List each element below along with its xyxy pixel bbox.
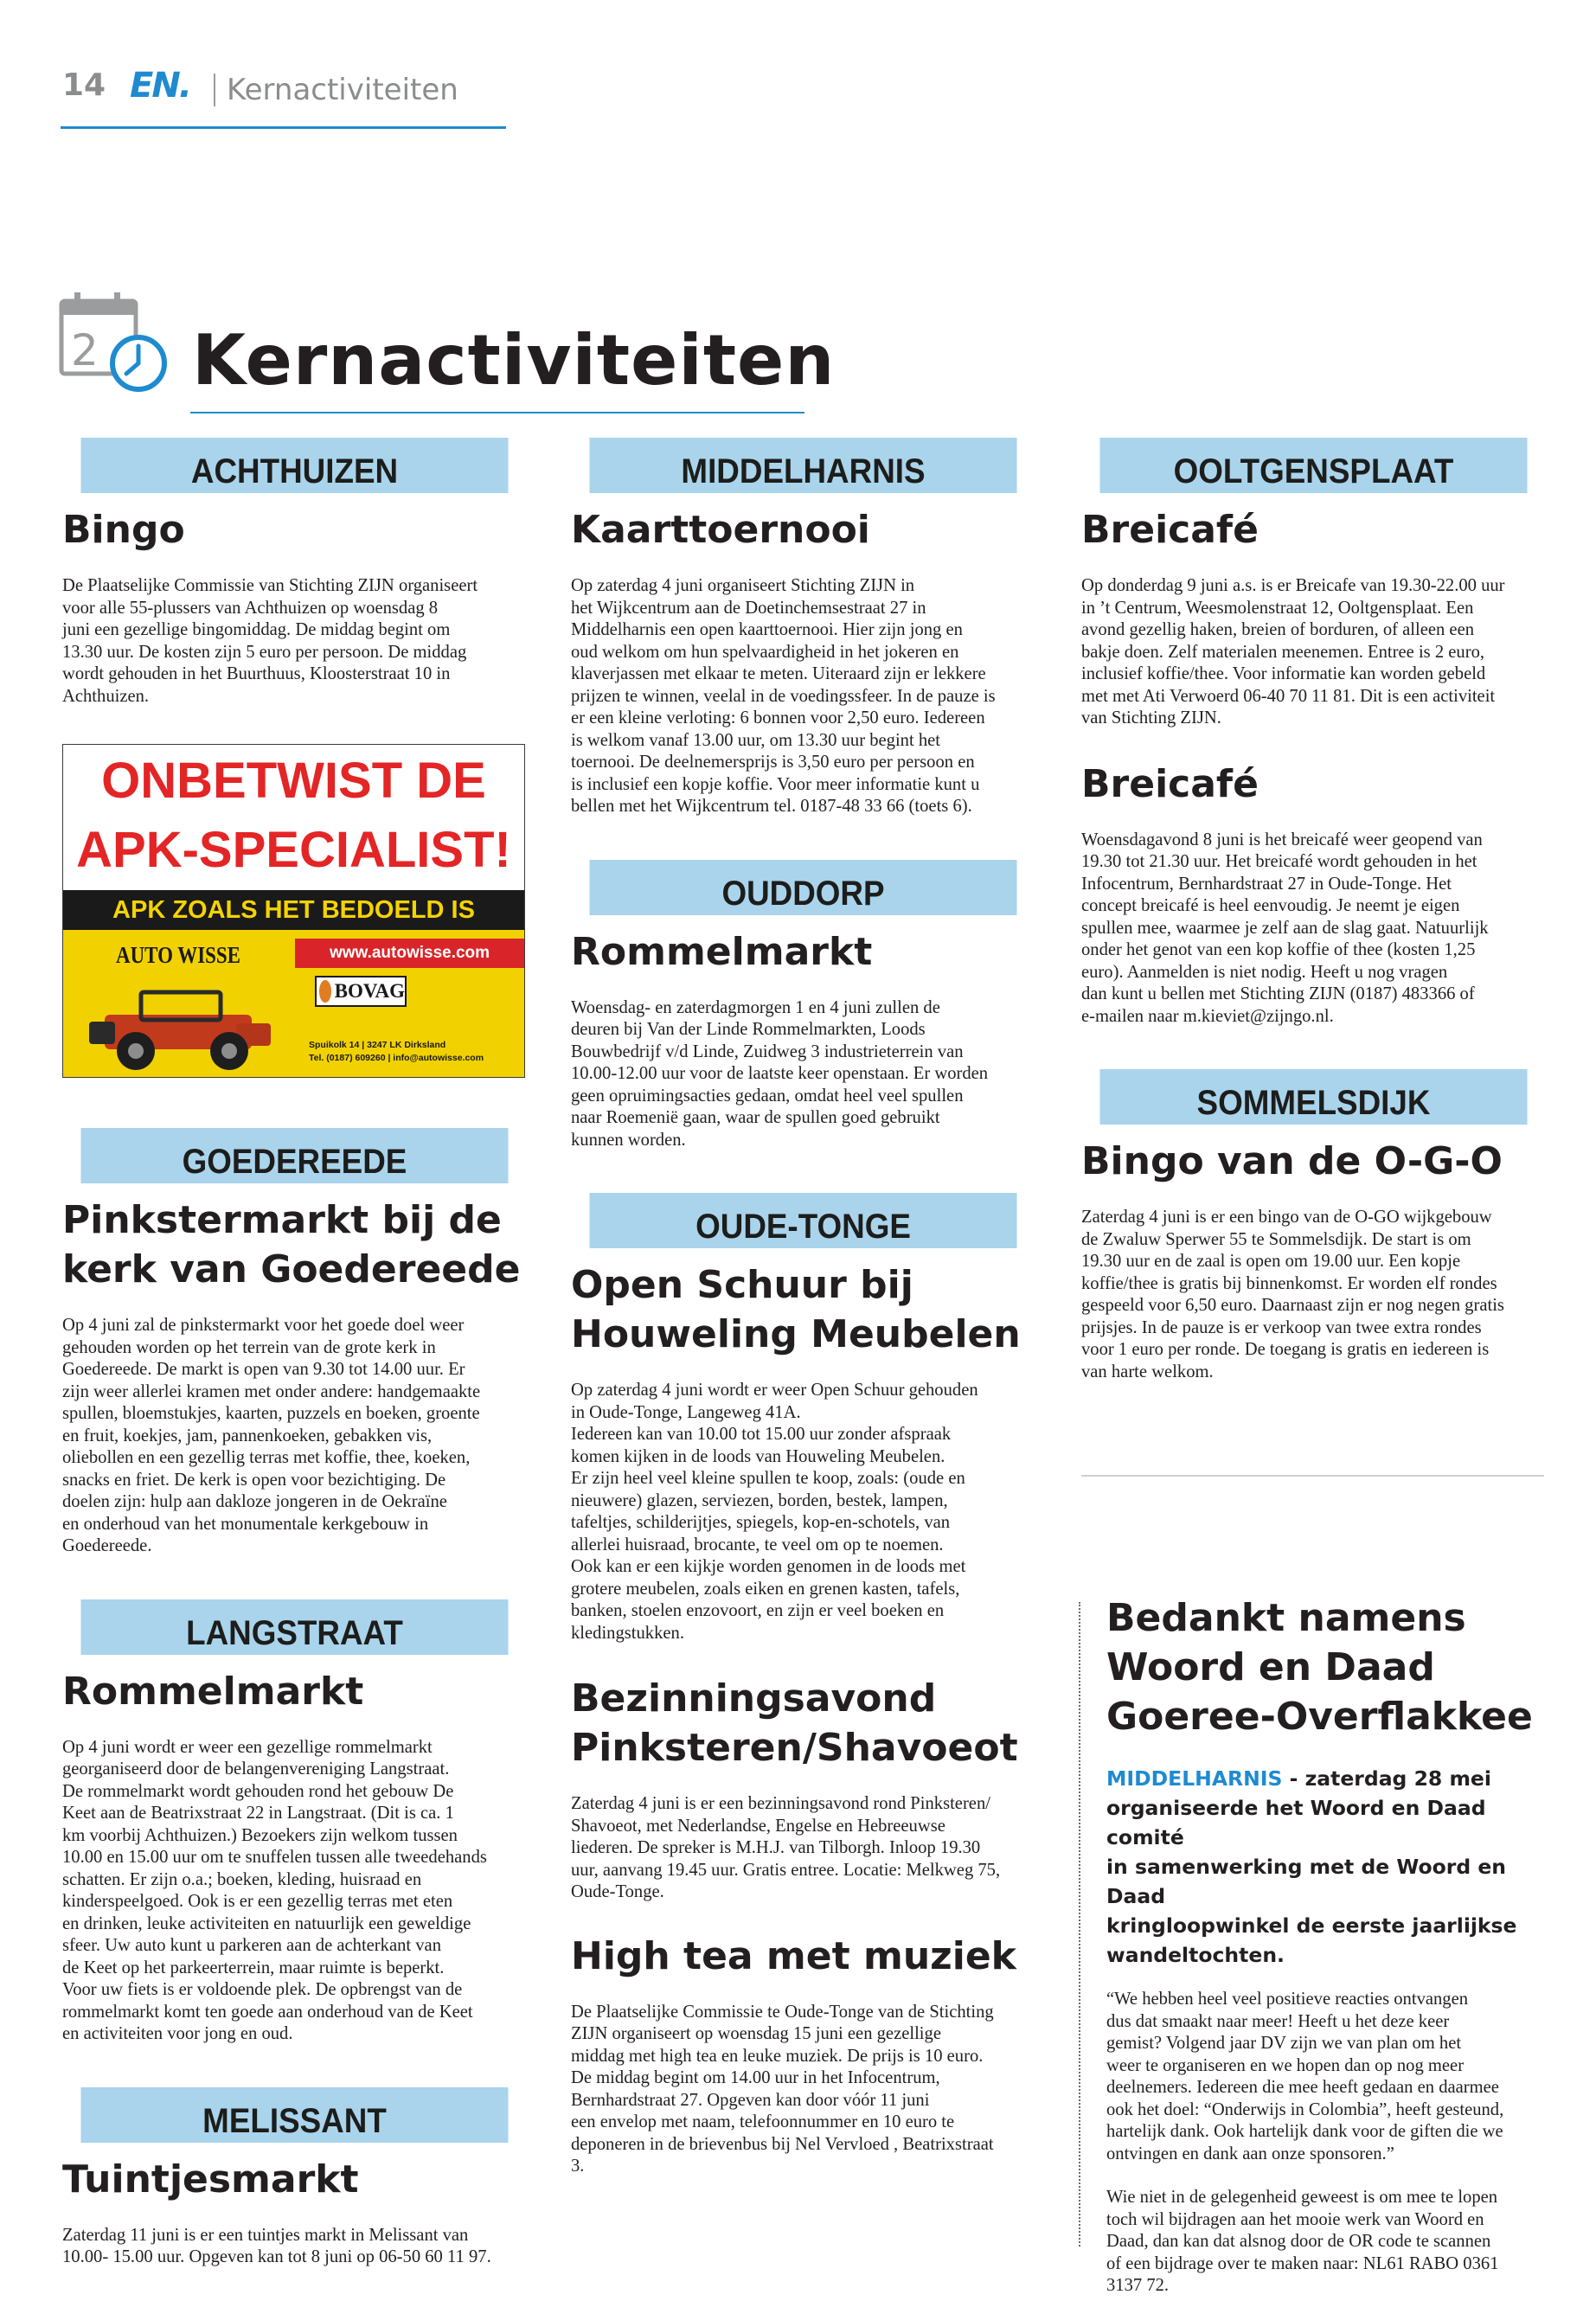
article-body: Woensdagavond 8 juni is het breicafé weer geopend van 19.30 tot 21.30 uur. Het breicafé wordt gehouden in het Infocentrum, Bernhardstraat 27 in Oude-Tonge. Het concept breicafé is heel eenvoudig. Je neemt je eigen spullen mee, waarmee je zelf aan de slag gaat. Natuurlijk onder het genot van een kop koffie of thee (kosten 1,25 euro). Aanmelden is niet nodig. Heeft u nog vragen dan kunt u bellen met Stichting ZIJN (0187) 483366 of e-mailen naar m.kieviet@zijngo.nl. xyxy=(1081,830,1489,1026)
header-rule xyxy=(61,126,506,129)
place-bar: OOLTGENSPLAAT xyxy=(1099,438,1527,493)
article-body: De Plaatselijke Commissie te Oude-Tonge van de Stichting ZIJN organiseert op woensdag 15 juni een gezellige middag met high tea en leuke muziek. De prijs is 10 euro. De middag begint om 14.00 uur in het Infocentrum, Bernhardstraat 27. Opgeven kan door vóór 11 juni een envelop met naam, telefoonnummer en 10 euro te deponeren in de brievenbus bij Nel Vervloed , Beatrixstraat 3. xyxy=(571,2002,994,2176)
section-label: Kernactiviteiten xyxy=(227,73,458,107)
dateline-place: MIDDELHARNIS xyxy=(1106,1766,1283,1791)
ad-address xyxy=(309,1039,516,1065)
article-high-tea xyxy=(571,1932,1035,2178)
bovag-logo xyxy=(315,976,407,1007)
place-bar: MIDDELHARNIS xyxy=(589,438,1016,493)
article-melissant xyxy=(62,2087,527,2269)
article-heading: Bezinningsavond Pinksteren/Shavoeot xyxy=(571,1676,1018,1770)
article-heading: Bedankt namens Woord en Daad Goeree-Overflakkee xyxy=(1106,1596,1533,1739)
article-lead xyxy=(1106,1764,1548,1970)
ad-brand: AUTO WISSE xyxy=(116,942,240,968)
ad-headline-1: ONBETWIST DE xyxy=(101,753,486,809)
article-body: Op 4 juni zal de pinkstermarkt voor het goede doel weer gehouden worden op het terrein van de grote kerk in Goedereede. De markt is open van 9.30 tot 14.00 uur. Er zijn weer allerlei kramen met onder andere: handgemaakte spullen, bloemstukjes, kaarten, puzzels en boeken, groente en fruit, koekjes, jam, pannenkoeken, gebakken vis, oliebollen en een gezellig terras met koffie, thee, koeken, snacks en friet. De kerk is open voor bezichtiging. De doelen zijn: hulp aan dakloze jongeren in de Oekraïne en onderhoud van het monumentale kerkgebouw in Goedereede. xyxy=(62,1316,481,1555)
article-heading: Pinkstermarkt bij de kerk van Goedereede xyxy=(62,1198,521,1292)
ad-address-line-2: Tel. (0187) 609260 | info@autowisse.com xyxy=(309,1053,484,1063)
title-rule xyxy=(190,412,804,413)
article-bezinningsavond xyxy=(571,1674,1035,1904)
ad-tagline: APK ZOALS HET BEDOELD IS xyxy=(63,890,524,930)
column-divider xyxy=(1081,1475,1544,1477)
article-heading: Tuintjesmarkt xyxy=(62,2157,359,2202)
ad-panel xyxy=(63,930,524,1077)
place-bar: MELISSANT xyxy=(80,2087,508,2143)
article-heading: Bingo van de O-G-O xyxy=(1081,1139,1503,1183)
column-2 xyxy=(571,438,1035,2178)
article-body: Zaterdag 4 juni is er een bezinningsavond rond Pinksteren/ Shavoeot, met Nederlandse, Engelse en Hebreeuwse liederen. De spreker is M.H.J. van Tilborgh. Inloop 19.30 uur, aanvang 19.45 uur. Gratis entree. Locatie: Melkweg 75, Oude-Tonge. xyxy=(571,1794,1001,1901)
page-title: Kernactiviteiten xyxy=(192,320,836,401)
article-heading: High tea met muziek xyxy=(571,1933,1016,1978)
article-heading: Rommelmarkt xyxy=(62,1669,364,1714)
article-body: Zaterdag 11 juni is er een tuintjes markt in Melissant van 10.00- 15.00 uur. Opgeven kan tot 8 juni op 06-50 60 11 97. xyxy=(62,2225,491,2266)
place-bar: LANGSTRAAT xyxy=(80,1599,508,1655)
article-body: Op zaterdag 4 juni organiseert Stichting ZIJN in het Wijkcentrum aan de Doetinchemsestraat 27 in Middelharnis een open kaarttoernooi. Hier zijn jong en oud welkom om hun spelvaardigheid in het jokeren en klaverjassen met elkaar te meten. Uiteraard zijn er lekkere prijzen te winnen, veelal in de voedingssfeer. In de pauze is er een kleine verloting: 6 bonnen voor 2,50 euro. Iedereen is welkom vanaf 13.00 uur, om 13.30 uur begint het toernooi. De deelnemersprijs is 3,50 euro per persoon en is inclusief een kopje koffie. Voor meer informatie kunt u bellen met het Wijkcentrum tel. 0187-48 33 66 (toets 6). xyxy=(571,576,996,816)
article-body: Op zaterdag 4 juni wordt er weer Open Schuur gehouden in Oude-Tonge, Langeweg 41A. Iedereen kan van 10.00 tot 15.00 uur zonder afspraak komen kijken in de loods van Houweling Meubelen. Er zijn heel veel kleine spullen te koop, zoals: (oude en nieuwere) glazen, serviezen, borden, bestek, lampen, tafeltjes, schilderijtjes, spiegels, kop-en-schotels, van allerlei huisraad, brocante, te veel om op te noemen. Ook kan er een kijkje worden genomen in de loods met grotere meubelen, zoals eiken en grenen kasten, tafels, banken, stoelen enzovoort, en zijn er veel boeken en kledingstukken. xyxy=(571,1381,978,1643)
article-middelharnis xyxy=(571,438,1035,818)
article-body: “We hebben heel veel positieve reacties ontvangen dus dat smaakt naar meer! Heeft u het deze keer gemist? Volgend jaar DV zijn we van plan om het weer te organiseren en we hopen dan op nog meer deelnemers. Iedereen die mee heeft gedaan en daarmee ook het doel: “Onderwijs in Colombia”, heeft gesteund, hartelijk dank. Ook hartelijk dank voor de giften die we ontvingen en dank aan onze sponsoren.” xyxy=(1106,1990,1504,2163)
article-achthuizen xyxy=(62,438,527,708)
article-ooltgensplaat xyxy=(1081,438,1546,1028)
article-goedereede xyxy=(62,1128,527,1558)
ad-url-link[interactable]: www.autowisse.com xyxy=(295,939,524,968)
page-number: 14 xyxy=(62,67,106,103)
dotted-separator xyxy=(1079,1602,1080,2247)
column-3 xyxy=(1081,438,1546,1383)
lead-text: - zaterdag 28 mei organiseerde het Woord en Daad comité in samenwerking met de Woord en Daad kringloopwinkel de eerste jaarlijkse wandeltochten. xyxy=(1106,1766,1517,1967)
article-body: De Plaatselijke Commissie van Stichting ZIJN organiseert voor alle 55-plussers van Achthuizen op woensdag 8 juni een gezellige bingomiddag. De middag begint om 13.30 uur. De kosten zijn 5 euro per persoon. De middag wordt gehouden in het Buurthuus, Kloosterstraat 10 in Achthuizen. xyxy=(62,576,478,706)
bovag-text: BOVAG xyxy=(334,980,405,1002)
calendar-day: 2 xyxy=(71,325,99,375)
ad-address-line-1: Spuikolk 14 | 3247 LK Dirksland xyxy=(309,1040,446,1050)
header-divider xyxy=(214,74,215,106)
place-bar: OUDDORP xyxy=(589,860,1016,915)
publication-logo: EN. xyxy=(130,66,190,106)
article-heading: Kaarttoernooi xyxy=(571,508,870,552)
article-body: Op 4 juni wordt er weer een gezellige rommelmarkt georganiseerd door de belangenvereniging Langstraat. De rommelmarkt wordt gehouden rond het gebouw De Keet aan de Beatrixstraat 22 in Langstraat. (Dit is ca. 1 km voorbij Achthuizen.) Bezoekers zijn welkom tussen 10.00 en 15.00 uur om te snuffelen tussen alle tweedehands schatten. Er zijn o.a.; boeken, kleding, huisraad en kinderspeelgoed. Ook is er een gezellig terras met eten en drinken, leuke activiteiten en natuurlijk een geweldige sfeer. Uw auto kunt u parkeren aan de achterkant van de Keet op het parkeerterrein, maar ruimte is beperkt. Voor uw fiets is er voldoende plek. De opbrengst van de rommelmarkt komt ten goede aan onderhoud van de Keet en activiteiten voor jong en oud. xyxy=(62,1737,487,2043)
article-oude-tonge xyxy=(571,1193,1035,1644)
jeep-car-icon xyxy=(80,980,288,1075)
article-heading: Bingo xyxy=(62,508,185,552)
bovag-mark-icon xyxy=(319,980,331,1003)
place-bar: GOEDEREEDE xyxy=(80,1128,508,1183)
article-heading: Breicafé xyxy=(1081,761,1259,806)
place-bar: ACHTHUIZEN xyxy=(80,438,508,493)
article-body: Woensdag- en zaterdagmorgen 1 en 4 juni zullen de deuren bij Van der Linde Rommelmarkten, Loods Bouwbedrijf v/d Linde, Zuidweg 3 industrieterrein van 10.00-12.00 uur voor de laatste keer openstaan. Er worden geen opruimingsacties gedaan, omdat heel veel spullen naar Roemenië gaan, waar de spullen goed gebruikt kunnen worden. xyxy=(571,997,989,1150)
article-body: Op donderdag 9 juni a.s. is er Breicafe van 19.30-22.00 uur in ’t Centrum, Weesmolenstraat 12, Ooltgensplaat. Een avond gezellig haken, breien of borduren, of alleen een bakje doen. Zelf materialen meenemen. Entree is 2 euro, inclusief koffie/thee. Voor informatie kan worden gebeld met met Ati Verwoerd 06-40 70 11 81. Dit is een activiteit van Stichting ZIJN. xyxy=(1081,576,1505,727)
article-heading: Open Schuur bij Houweling Meubelen xyxy=(571,1263,1021,1356)
article-langstraat xyxy=(62,1599,527,2046)
article-body: Zaterdag 4 juni is er een bingo van de O-GO wijkgebouw de Zwaluw Sperwer 55 te Sommelsdijk. De start is om 19.30 uur en de zaal is open om 19.00 uur. Een kopje koffie/thee is gratis bij binnenkomst. Er worden elf rondes gespeeld voor 6,50 euro. Daarnaast zijn er nog negen gratis prijsjes. In de pauze is er verkoop van twee extra rondes voor 1 euro per ronde. De toegang is gratis en iedereen is van harte welkom. xyxy=(1081,1208,1504,1381)
place-bar: OUDE-TONGE xyxy=(589,1193,1016,1248)
ad-headline-2: APK-SPECIALIST! xyxy=(76,822,511,878)
article-bedankt-woord-en-daad xyxy=(1106,1593,1548,2298)
article-heading: Rommelmarkt xyxy=(571,929,873,974)
article-body: Wie niet in de gelegenheid geweest is om mee te lopen toch wil bijdragen aan het mooie werk van Woord en Daad, dan kan dat alsnog door de OR code te scannen of een bijdrage over te maken naar: NL61 RABO 0361 3137 72. xyxy=(1106,2188,1499,2295)
calendar-clock-icon xyxy=(59,291,170,398)
article-ouddorp xyxy=(571,860,1035,1152)
place-bar: SOMMELSDIJK xyxy=(1099,1069,1527,1125)
column-1 xyxy=(62,438,527,2269)
article-sommelsdijk xyxy=(1081,1069,1546,1383)
advertisement-auto-wisse[interactable] xyxy=(62,744,525,1078)
article-heading: Breicafé xyxy=(1081,508,1259,552)
